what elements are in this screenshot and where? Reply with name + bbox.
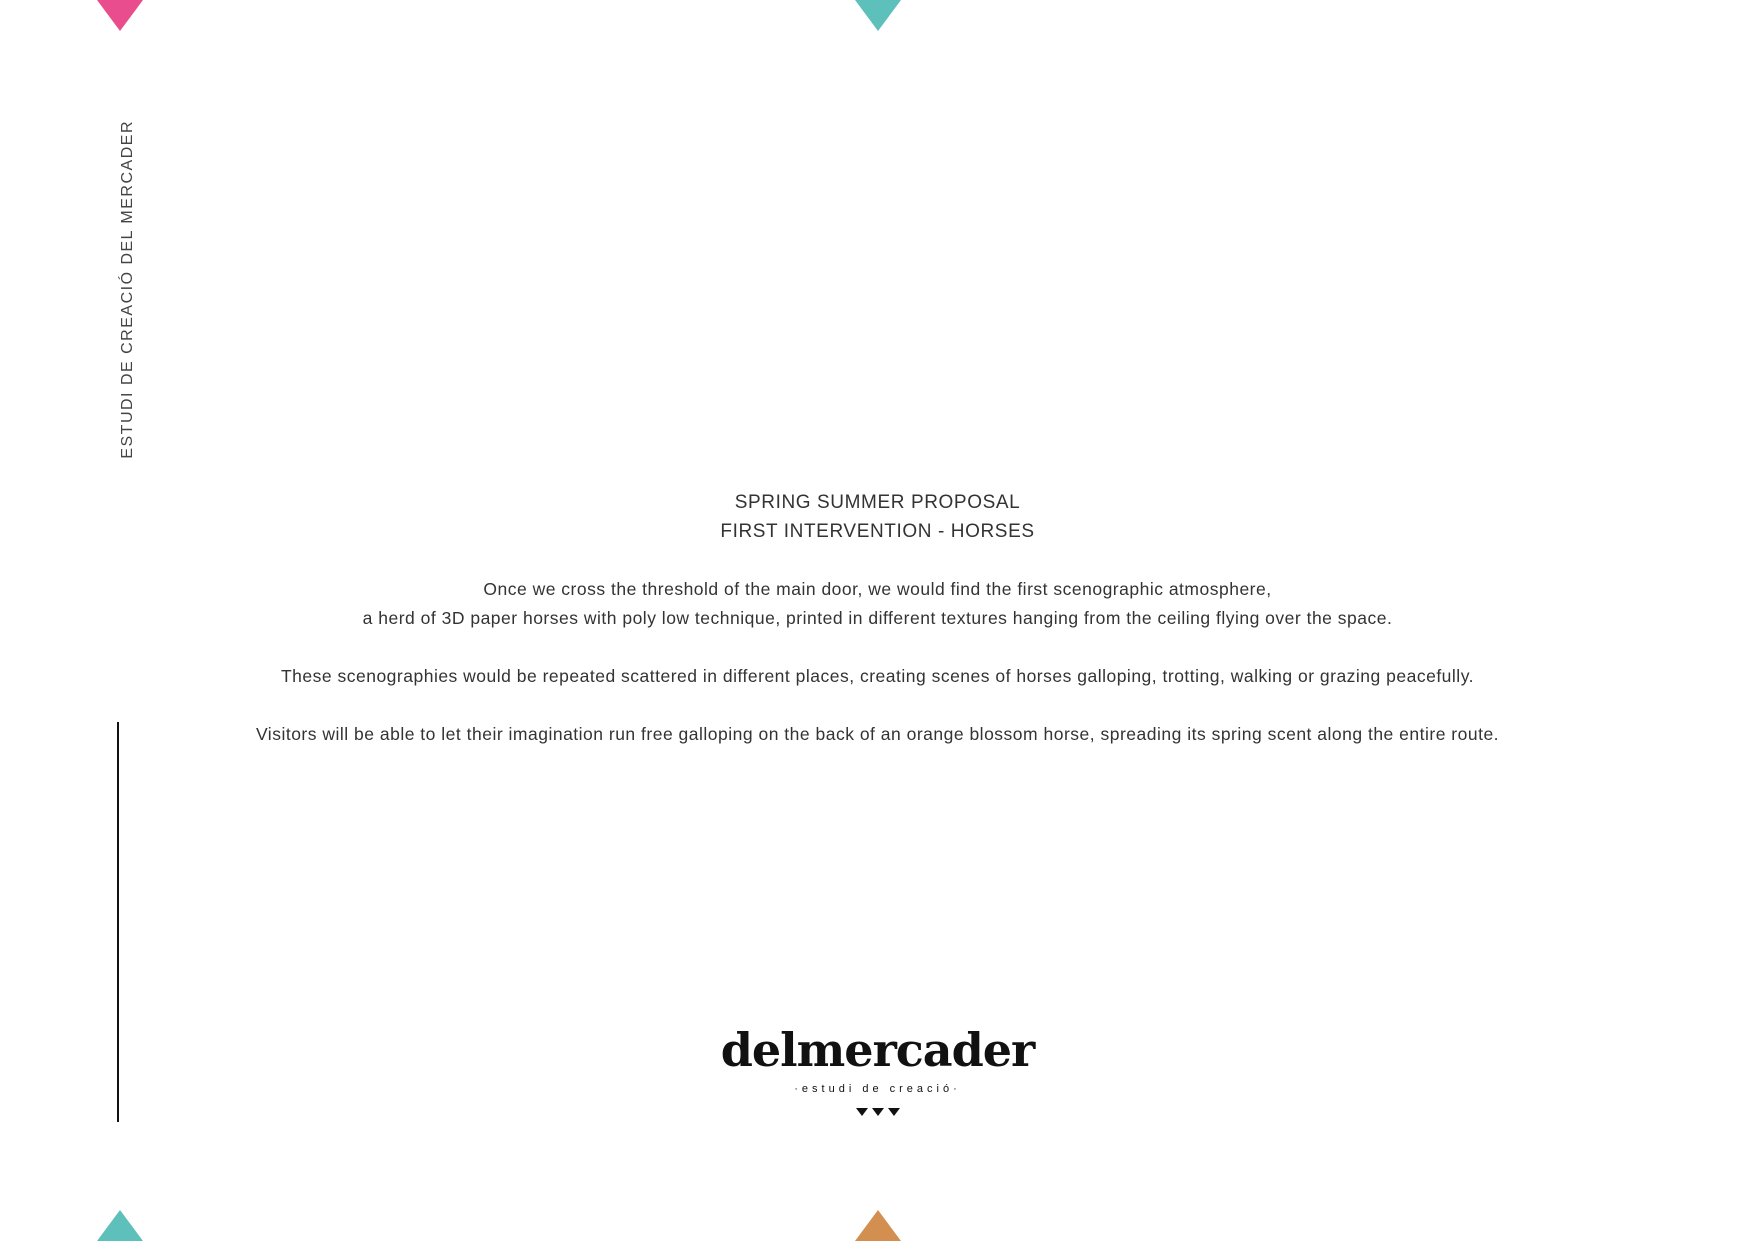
- brand-logo: [0, 1020, 1755, 1116]
- logo-tagline: ·estudi de creació·: [794, 1083, 961, 1095]
- paragraph-3: Visitors will be able to let their imagination run free galloping on the back of an orange blossom horse, spreading its spring scent along the entire route.: [255, 724, 1500, 744]
- teal-triangle-top-center: [855, 0, 901, 31]
- logo-triangles-icon: [0, 1108, 1755, 1116]
- paragraph-2: These scenographies would be repeated scattered in different places, creating scenes of horses galloping, trotting, walking or grazing peacefully.: [280, 666, 1475, 686]
- paragraph-1-line-1: Once we cross the threshold of the main door, we would find the first scenographic atmosphere,: [483, 579, 1272, 599]
- orange-triangle-bottom-center: [855, 1210, 901, 1241]
- logo-wordmark: delmercader: [720, 1023, 1035, 1077]
- pink-triangle-top-left: [97, 0, 143, 31]
- heading-line-2: FIRST INTERVENTION - HORSES: [720, 521, 1035, 542]
- main-content: [0, 488, 1755, 749]
- paragraph-1-line-2: a herd of 3D paper horses with poly low technique, printed in different textures hanging from the ceiling flying over the space.: [362, 608, 1393, 628]
- heading-line-1: SPRING SUMMER PROPOSAL: [734, 492, 1021, 513]
- side-vertical-label: ESTUDI DE CREACIÓ DEL MERCADER: [119, 120, 136, 459]
- teal-triangle-bottom-left: [97, 1210, 143, 1241]
